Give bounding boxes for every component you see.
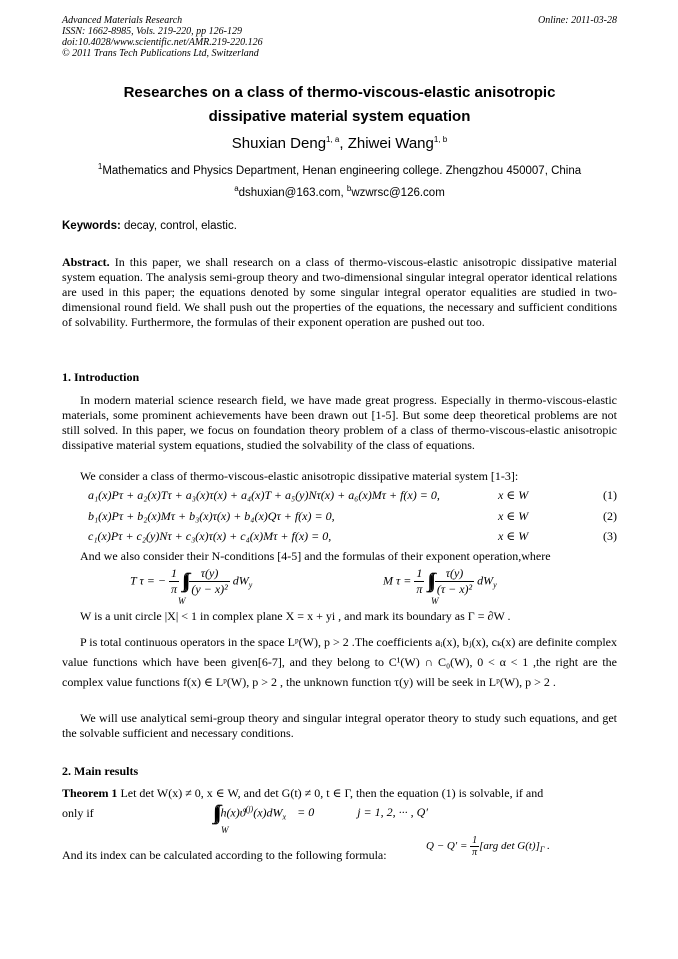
author-2-affil: 1, b [433,135,448,144]
operator-T-kernel [189,566,229,597]
solvability-condition [213,802,428,835]
equation-1-number: (1) [603,488,617,502]
intro-paragraph-1: In modern material science research field, we have made great progress. Especially in thermo-viscous-elastic materials, some prominent achievements have been drawn out [1-5]. But some deep theoretical problems are not still solved. In this paper, we focus on foundation theory problem of a class of thermo-viscous-elastic anisotropic dissipative material system equations, studied the solvability of the class of equations. [62,393,617,452]
journal-name: Advanced Materials Research [62,15,183,26]
index-lhs: Q − Q′ = [426,840,468,853]
equation-3-number: (3) [603,529,617,543]
abstract-label: Abstract. [62,255,110,269]
abstract-text: In this paper, we shall research on a class of thermo-viscous-elastic anisotropic dissipative material system equation. The analysis semi-group theory and two-dimensional singular integral operator identical relations are used in this paper; the equations denoted by some singular integral operator equalities are studied in two-dimensional round field. We shall push out the properties of the equations, the necessary and sufficient conditions of solvability. Furthermore, the formulas of their exponent operation are pushed out too. [62,255,617,329]
equation-3-domain: x ∈ W [498,529,529,543]
index-coef-den: π [472,847,478,858]
copyright-line: © 2011 Trans Tech Publications Ltd, Switzerland [62,48,259,59]
index-period: . [547,840,550,853]
operator-T-domain: W [178,596,186,606]
theorem-1-text: Let det W(x) ≠ 0, x ∈ W, and det G(t) ≠ 0, t ∈ Γ, then the equation (1) is solvable, if and [117,786,544,800]
operator-M-measure-sub: y [493,580,497,590]
keywords-text: decay, control, elastic. [120,220,237,232]
condition-measure: (x)dW [253,805,283,820]
operator-M-measure: dW [477,573,494,588]
title-line-1: Researches on a class of thermo-viscous-elastic anisotropic [123,84,556,101]
author-2: Zhiwei Wang [347,135,434,152]
email-b: wzwrsc@126.com [351,186,445,199]
equation-2-number: (2) [603,509,617,523]
operator-T-lhs: T τ = − [130,573,166,588]
intro-paragraph-3: And we also consider their N-conditions [4-5] and the formulas of their exponent operation,where [80,549,551,563]
operator-M-domain: W [431,596,439,606]
equation-1 [88,488,617,504]
abstract [62,255,617,330]
operator-T-measure-sub: y [248,580,253,590]
operator-M-coef-den: π [416,582,423,596]
triple-integral-symbol: ∫∫∫ [213,802,218,824]
index-intro-text: And its index can be calculated according to the following formula: [62,848,387,862]
only-if-text: only if [62,806,94,820]
operator-T-formula [130,566,253,606]
index-rhs: [arg det G(t)] [479,840,540,853]
theorem-1-label: Theorem 1 [62,786,118,800]
affiliation-marker: 1 [97,162,103,171]
index-coef-num: 1 [470,835,479,847]
section-heading-introduction: 1. Introduction [62,370,140,384]
equation-2 [88,509,617,525]
author-1-affil: 1, a [326,135,340,144]
intro-paragraph-4: W is a unit circle |X| < 1 in complex plane X = x + yi , and mark its boundary as Γ = ∂W . [80,609,511,623]
operator-M-coef-num: 1 [414,566,424,582]
equation-2-body: b₁(x)Pτ + b₂(x)Mτ + b₃(x)τ(x) + b₄(x)Qτ + f(x) = 0, [88,509,335,523]
email-a: dshuxian@163.com, [238,186,347,199]
author-1: Shuxian Deng [231,135,327,152]
title-line-2: dissipative material system equation [208,108,471,125]
operator-T-kernel-den: (y − x)² [191,582,228,596]
email-a-marker: a [234,184,239,193]
keywords-label: Keywords: [62,220,121,232]
operator-T-coefficient [169,566,179,597]
journal-header [62,15,617,59]
intro-paragraph-6: We will use analytical semi-group theory and singular integral operator theory to study such equations, and get the solvable sufficient and necessary conditions. [62,711,617,740]
operator-T-coef-den: π [170,582,177,596]
keywords [62,220,617,232]
condition-measure-sub: x [282,812,287,822]
index-coefficient [470,835,479,858]
condition-superscript: (j) [245,804,254,814]
operator-T-kernel-num: τ(y) [189,566,229,582]
index-rhs-sub: Γ [539,845,545,855]
operator-M-formula [383,566,497,606]
equation-3-body: c₁(x)Pτ + c₂(y)Nτ + c₃(x)τ(x) + c₄(x)Mτ + f(x) = 0, [88,529,332,543]
email-b-marker: b [346,184,352,193]
operator-M-kernel [435,566,474,597]
equation-3 [88,529,617,545]
operator-T-measure: dW [232,573,249,588]
affiliation [62,162,617,177]
condition-domain: W [221,825,229,835]
theorem-1-statement [62,786,617,801]
condition-range: j = 1, 2, ··· , Q′ [357,805,428,820]
equation-1-domain: x ∈ W [498,488,529,502]
operator-M-lhs: M τ = [383,573,412,588]
equation-1-body: a₁(x)Pτ + a₂(x)Tτ + a₃(x)τ(x) + a₄(x)T + a₅(y)Nτ(x) + a₆(x)Mτ + f(x) = 0, [88,488,440,502]
operator-M-coefficient [414,566,424,597]
operator-M-kernel-num: τ(y) [435,566,474,582]
section-heading-main-results: 2. Main results [62,764,139,778]
condition-equals: = 0 [297,805,315,820]
triple-integral-symbol: ∫∫∫ [427,570,432,592]
equation-2-domain: x ∈ W [498,509,529,523]
intro-paragraph-2: We consider a class of thermo-viscous-elastic anisotropic dissipative material system [1-3]: [80,469,519,483]
operator-M-kernel-den: (τ − x)² [436,582,473,596]
triple-integral-symbol: ∫∫∫ [181,570,187,592]
emails [62,184,617,199]
index-formula [426,835,550,858]
author-list: Shuxian Deng$^{1, a}$, Zhiwei Wang$^{1, b}$ [231,135,448,152]
issn-line: ISSN: 1662-8985, Vols. 219-220, pp 126-129 [62,26,242,37]
paper-title [62,81,617,129]
operator-T-coef-num: 1 [169,566,179,582]
intro-paragraph-5: P is total continuous operators in the space Lᵖ(W), p > 2 .The coefficients aᵢ(x), bⱼ(x), cₖ(x) are definite complex value functions which have been given[6-7], and they belong to C¹(W) ∩ C₀(W), 0 < α < 1 ,the right are the complex value functions f(x) ∈ Lᵖ(W), p > 2 , the unknown function τ(y) will be seek in Lᵖ(W), p > 2 . [62,635,617,689]
online-date: Online: 2011-03-28 [538,15,617,26]
condition-integrand: h(x)ϑ [220,805,246,820]
affiliation-text: Mathematics and Physics Department, Henan engineering college. Zhengzhou 450007, China [102,164,582,177]
doi-line: doi:10.4028/www.scientific.net/AMR.219-220.126 [62,37,263,48]
